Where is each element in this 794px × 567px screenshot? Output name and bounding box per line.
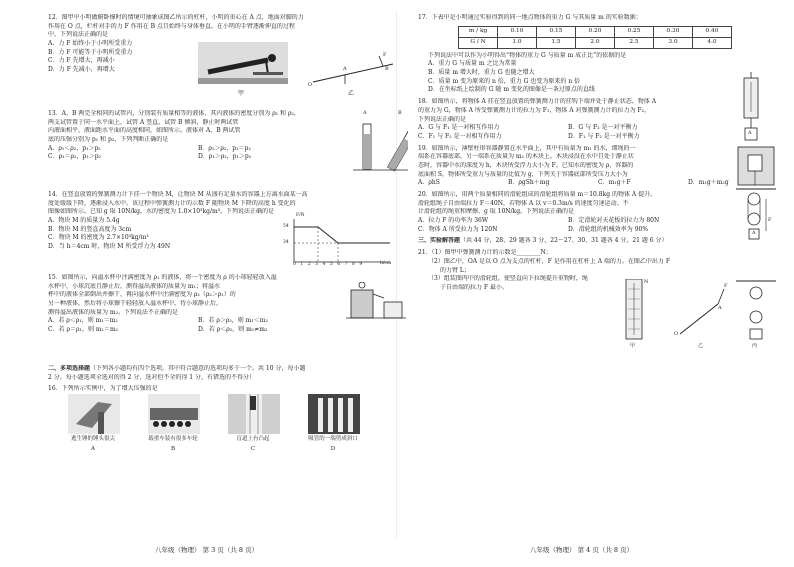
q21-figures: [618, 279, 778, 354]
q19-line-2: 端系在容器底部，另一端系在质量为 m₂ 的木块上。木块浸没在水中且处于静止状: [418, 153, 634, 161]
escape-hammer-photo: [68, 394, 120, 434]
q20-option-b: B．定滑轮对天花板的拉力为 80N: [568, 217, 660, 225]
q15-line-1: 15．如图所示，向溢水杯中注满密度为 ρ₁ 的液体，将一个密度为 ρ 的小球轻轻放入溢: [48, 274, 277, 281]
q18-option-b: B．G 与 F₂ 是一对平衡力: [568, 124, 638, 132]
question-16: [48, 385, 408, 475]
q20-line-1: 20．如图所示，用两个质量相同的滑轮组成的滑轮组将质量 m＝10.8kg 的物体 A 提升。: [418, 191, 657, 198]
q18-line-3: 下列说法正确的是: [418, 115, 467, 123]
fig-label-bing: 丙: [752, 343, 758, 350]
question-17: [418, 14, 778, 95]
table-cell: 0.30: [654, 26, 693, 37]
q15-option-a: A．若 ρ＜ρ₁，则 m₁＝m₂: [48, 317, 118, 325]
q18-option-d: D．F₁ 与 F₂ 是一对平衡力: [568, 132, 640, 140]
graph-xtick: 2: [307, 262, 316, 267]
table-cell: 3.0: [654, 37, 693, 48]
graph-xtick: 9: [359, 262, 367, 267]
pulley-a-label: A: [752, 230, 756, 236]
q14-line-1: 14．在竖直放置的弹簧测力计下挂一个物块 M，让物块 M 从盛有足量水的容器上方离水面某一高: [48, 191, 308, 198]
question-18: [418, 98, 778, 141]
fig-label-n: N: [644, 279, 649, 286]
question-13: [48, 110, 408, 188]
fig-label-yi: 乙: [698, 343, 704, 350]
q15-line-3: 杯中的液体全部倒出并擦干，再向溢水杯中注满密度为 ρ₂（ρ₂＞ρ₁）的: [48, 291, 236, 299]
q19-line-1: 19．如图所示，薄壁柱形容器静置在水平面上，其中有质量为 m₁ 的水，细绳的一: [418, 144, 636, 152]
graph-xtick: 5: [329, 262, 338, 267]
q12-line-2: 作用在 O 点，栏杆对手的力 F 作用在 B 点且始终与身体垂直。在小明的手臂逐渐伸直的过程: [48, 22, 295, 30]
table-cell: 0.15: [537, 26, 576, 37]
label-f: F: [383, 52, 387, 58]
graph-xlabel: h/cm: [380, 261, 392, 266]
footer-right: 八年级（物理） 第 4 页（共 8 页）: [530, 546, 634, 554]
q19-option-c: C．m₁g＋F: [598, 179, 631, 187]
section-2-title: 二、多项选择题: [48, 365, 91, 372]
question-19: [418, 145, 778, 188]
q16-letter-b: B: [170, 446, 176, 453]
section-2-header: [48, 365, 408, 382]
spring-scale-figure: [736, 72, 766, 144]
q19-line-3: 态时，容器中水的深度为 h，木块所受浮力大小为 F。已知水的密度为 ρ，容器的: [418, 161, 634, 169]
q16-letter-a: A: [91, 446, 95, 453]
q16-letter-d: D: [330, 446, 336, 453]
q21-line-4: （3）组装图丙中的滑轮组，使竖直向下拉绳提升重物时，绳: [428, 275, 588, 283]
q12-line-1: 12．图甲中小明做俯卧撑时的情境可抽象成图乙所示的杠杆，小明的重心在 A 点，地面对脚的力: [48, 14, 304, 21]
question-12: [48, 14, 408, 107]
tactile-paving-photo: [228, 394, 280, 434]
q15-line-4: 另一种液体，然后将小球擦干轻轻放入溢水杯中，待小球静止后，: [48, 300, 223, 308]
force-height-graph: [278, 213, 398, 269]
table-row: [459, 37, 732, 48]
table-cell: 1.0: [498, 37, 537, 48]
graph-ylabel: F/N: [296, 213, 305, 218]
question-20: [418, 191, 778, 234]
section-2-text: （下列各小题均有四个选项，其中符合题意的选项均多于一个。共 10 分，每小题: [90, 365, 306, 372]
q13-option-d: D．ρ₁＞ρ₂，p₁＞p₂: [198, 153, 252, 161]
q13-option-a: A．ρ₁＜ρ₂，p₁＞p₂: [48, 144, 101, 152]
straw-photo: [308, 394, 360, 434]
graph-xtick: 4: [322, 262, 330, 267]
q19-line-4: 底面积 S，物体所受重力与质量的比值为 g，下列关于容器底部所受压力大小为: [418, 170, 628, 178]
q17-option-a: A．重力 G 与质量 m 之比为常量: [428, 60, 517, 68]
tube-label-b: B: [398, 110, 402, 116]
q21-line-3: 的力臂 L；: [440, 266, 470, 274]
q15-option-b: B．若 ρ＞ρ₂，则 m₁＜m₂: [198, 317, 268, 325]
table-cell: 0.25: [615, 26, 654, 37]
q20-line-2: 滑轮组绳子自由端拉力 F＝40N，若物体 A 以 v＝0.3m/s 的速度匀速运动。不: [418, 199, 629, 207]
graph-ytick-34: 34: [283, 240, 289, 245]
q16-caption-a: 逃生锤的锤头很尖: [70, 436, 115, 443]
pushup-photo: [198, 42, 288, 84]
q15-line-2: 水杯中，小球沉底且静止后，测得溢出液体的质量为 m₁；将溢水: [48, 282, 221, 290]
q20-option-c: C．物体 A 所受拉力为 120N: [418, 225, 498, 233]
q12-option-c: C．力 F 先增大，再减小: [48, 57, 115, 65]
graph-ytick-54: 54: [283, 224, 289, 229]
question-21: [418, 249, 778, 350]
q18-line-2: 的重力为 G，物体 A 所受弹簧测力计的拉力为 F₁，物体 A 对弹簧测力计的拉力为 F₂，: [418, 106, 650, 114]
q12-option-d: D．力 F 先减小，再增大: [48, 66, 115, 74]
section-3-text: （共 44 分，28、29 题各 3 分，22～27、30、31 题各 4 分，21 题 6 分）: [460, 237, 668, 245]
q21-line-2: （2）图乙中，OA 是以 O 点为支点的杠杆，F 是作用在杠杆上 A 端的力。在图乙中出力 F: [428, 257, 670, 265]
q13-line-4: 底的压强分别为 p₁ 和 p₂，下列判断正确的是: [48, 136, 169, 144]
table-cell: 0.40: [693, 26, 732, 37]
table-row: [459, 26, 732, 37]
q21-line-5: 子自由端的拉力 F 最小。: [440, 283, 508, 291]
section-3-header: [418, 237, 778, 246]
label-a: A: [343, 66, 347, 72]
q14-option-c: C．物块 M 的密度为 2.7×10³kg/m³: [48, 234, 149, 242]
q19-option-b: B．ρgSh＋mg: [508, 179, 550, 187]
fig-label-jia: 甲: [630, 343, 636, 350]
test-tubes-figure: [353, 114, 408, 174]
q17-data-table: [458, 26, 732, 49]
tube-label-a: A: [363, 110, 367, 116]
q13-line-3: 内液面相平，液面距水平面的高度相同，如图所示。液体对 A、B 两试管: [48, 127, 241, 135]
q14-option-a: A．物块 M 的质量为 5.4g: [48, 217, 120, 225]
table-cell: 1.5: [537, 37, 576, 48]
label-o: O: [308, 82, 313, 88]
table-cell: 0.10: [498, 26, 537, 37]
q14-option-d: D．当 h＝4cm 时，物块 M 所受浮力为 49N: [48, 243, 171, 251]
graph-xtick: 1: [300, 262, 308, 267]
left-column: [48, 14, 408, 478]
q15-option-d: D．若 ρ＜ρ₂，则 m₁≠m₂: [198, 326, 268, 334]
graph-xtick: 3: [315, 262, 323, 267]
q16-text: 16．下列所示实例中，为了增大压强的是: [48, 385, 158, 393]
table-cell: 4.0: [693, 37, 732, 48]
q18-option-a: A．G 与 F₁ 是一对相互作用力: [418, 124, 500, 132]
q18-option-c: C．F₁ 与 F₂ 是一对相互作用力: [418, 132, 502, 140]
table-cell: 2.5: [615, 37, 654, 48]
q15-line-5: 测得溢出液体的质量为 m₂。下列说法不正确的是: [48, 308, 179, 316]
q14-line-2: 度处缓缓下降，逐渐浸入水中。该过程中弹簧测力计的示数 F 随物块 M 下降的高度 h 变化的: [48, 199, 296, 207]
q12-option-b: B．力 F 可能等于小明所受重力: [48, 48, 133, 56]
graph-xtick: 6: [337, 262, 345, 267]
q16-caption-d: 吸管的一端剪成斜口: [308, 436, 358, 443]
graph-xtick: 7: [344, 262, 352, 267]
q20-option-d: D．滑轮组的机械效率为 90%: [568, 225, 649, 233]
table-cell: 0.20: [576, 26, 615, 37]
q20-line-3: 计滑轮组的绳重和摩擦，g 取 10N/kg。下列说法正确的是: [418, 208, 575, 216]
q15-option-c: C．若 ρ＝ρ₁，则 m₁＝m₂: [48, 326, 119, 334]
question-15: [48, 274, 408, 362]
q14-line-3: 图像如图所示。已知 g 取 10N/kg，水的密度为 1.0×10³kg/m³。下列说法正确的是: [48, 208, 275, 216]
footer-left: 八年级（物理） 第 3 页（共 8 页）: [155, 546, 259, 554]
q13-option-c: C．ρ₁＝ρ₂，p₁＞p₂: [48, 153, 101, 161]
fig-label-a: A: [718, 305, 722, 312]
q21-line-1: 21．（1）图甲中弹簧测力计的示数是________N；: [418, 249, 552, 257]
q13-option-b: B．ρ₁＞ρ₂，p₁＝p₂: [198, 144, 251, 152]
label-yi: 乙: [348, 90, 355, 97]
q17-option-c: C．质量 m 变为原来的 n 倍，重力 G 也变为原来的 n 倍: [428, 77, 581, 85]
label-jia: 甲: [238, 90, 245, 97]
q16-caption-b: 载重车装有很多车轮: [148, 436, 198, 443]
pulley-figure: [736, 187, 776, 241]
q12-option-a: A．力 F 始终小于小明所受重力: [48, 40, 133, 48]
q13-line-1: 13．A、B 两完全相同的试管内，分别装有质量相等的液体，其内液体的密度分别为 ρ₁ 和 ρ₂，: [48, 110, 300, 117]
fig-label-o: O: [674, 331, 679, 338]
question-14: [48, 191, 408, 271]
q12-line-3: 中，下列说法正确的是: [48, 31, 109, 39]
q13-line-2: 两支试管置于同一水平面上，试管 A 竖直，试管 B 倾斜，静止时两试管: [48, 118, 239, 126]
fig-label-f: F: [724, 283, 728, 290]
graph-xticks: [293, 262, 367, 269]
overflow-cup-figure: [346, 282, 406, 322]
q14-option-b: B．物块 M 的竖直高度为 3cm: [48, 225, 132, 233]
q17-option-d: D．在坐标纸上绘制的 G 随 m 变化的图像是一条过原点的直线: [428, 86, 595, 94]
graph-xtick: 8: [352, 262, 360, 267]
pushup-figure: [198, 42, 288, 84]
table-cell: 2.0: [576, 37, 615, 48]
q20-option-a: A．拉力 F 的功率为 36W: [418, 217, 489, 225]
container-figure: [736, 145, 776, 187]
heavy-truck-photo: [148, 394, 200, 434]
section-3-title: 三、实验解答题: [418, 237, 461, 245]
q17-line: 17．下表中是小明通过实验得到的同一地点物体的重力 G 与其质量 m 的实验数据：: [418, 14, 642, 21]
q18-line-1: 18．如图所示，将物体 A 挂在竖直放置的弹簧测力计的挂钩下端并处于静止状态。物体 A: [418, 98, 657, 106]
table-cell: G / N: [459, 37, 498, 48]
q17-option-b: B．质量 m 增大时，重力 G 也随之增大: [428, 69, 535, 77]
table-cell: m / kg: [459, 26, 498, 37]
pulley-f-label: F: [768, 217, 772, 223]
right-column: [418, 14, 778, 350]
section-2-line-2: 2 分。每小题选项全选对的得 2 分，选对但不全的得 1 分，有错选的不得分）: [48, 373, 255, 381]
q19-option-d: D．m₁g＋m₂g: [688, 179, 729, 187]
q16-letter-c: C: [250, 446, 256, 453]
q16-caption-c: 盲道上有凸起: [236, 436, 270, 443]
q19-option-a: A．ρhS: [418, 179, 440, 187]
graph-xtick: 0: [293, 262, 301, 267]
object-a-label: A: [748, 130, 752, 137]
q17-question: 下列说法中可以作为小明得出“物体的重力 G 与质量 m 成正比”的依据的是: [428, 51, 627, 59]
label-b: B: [385, 66, 389, 72]
